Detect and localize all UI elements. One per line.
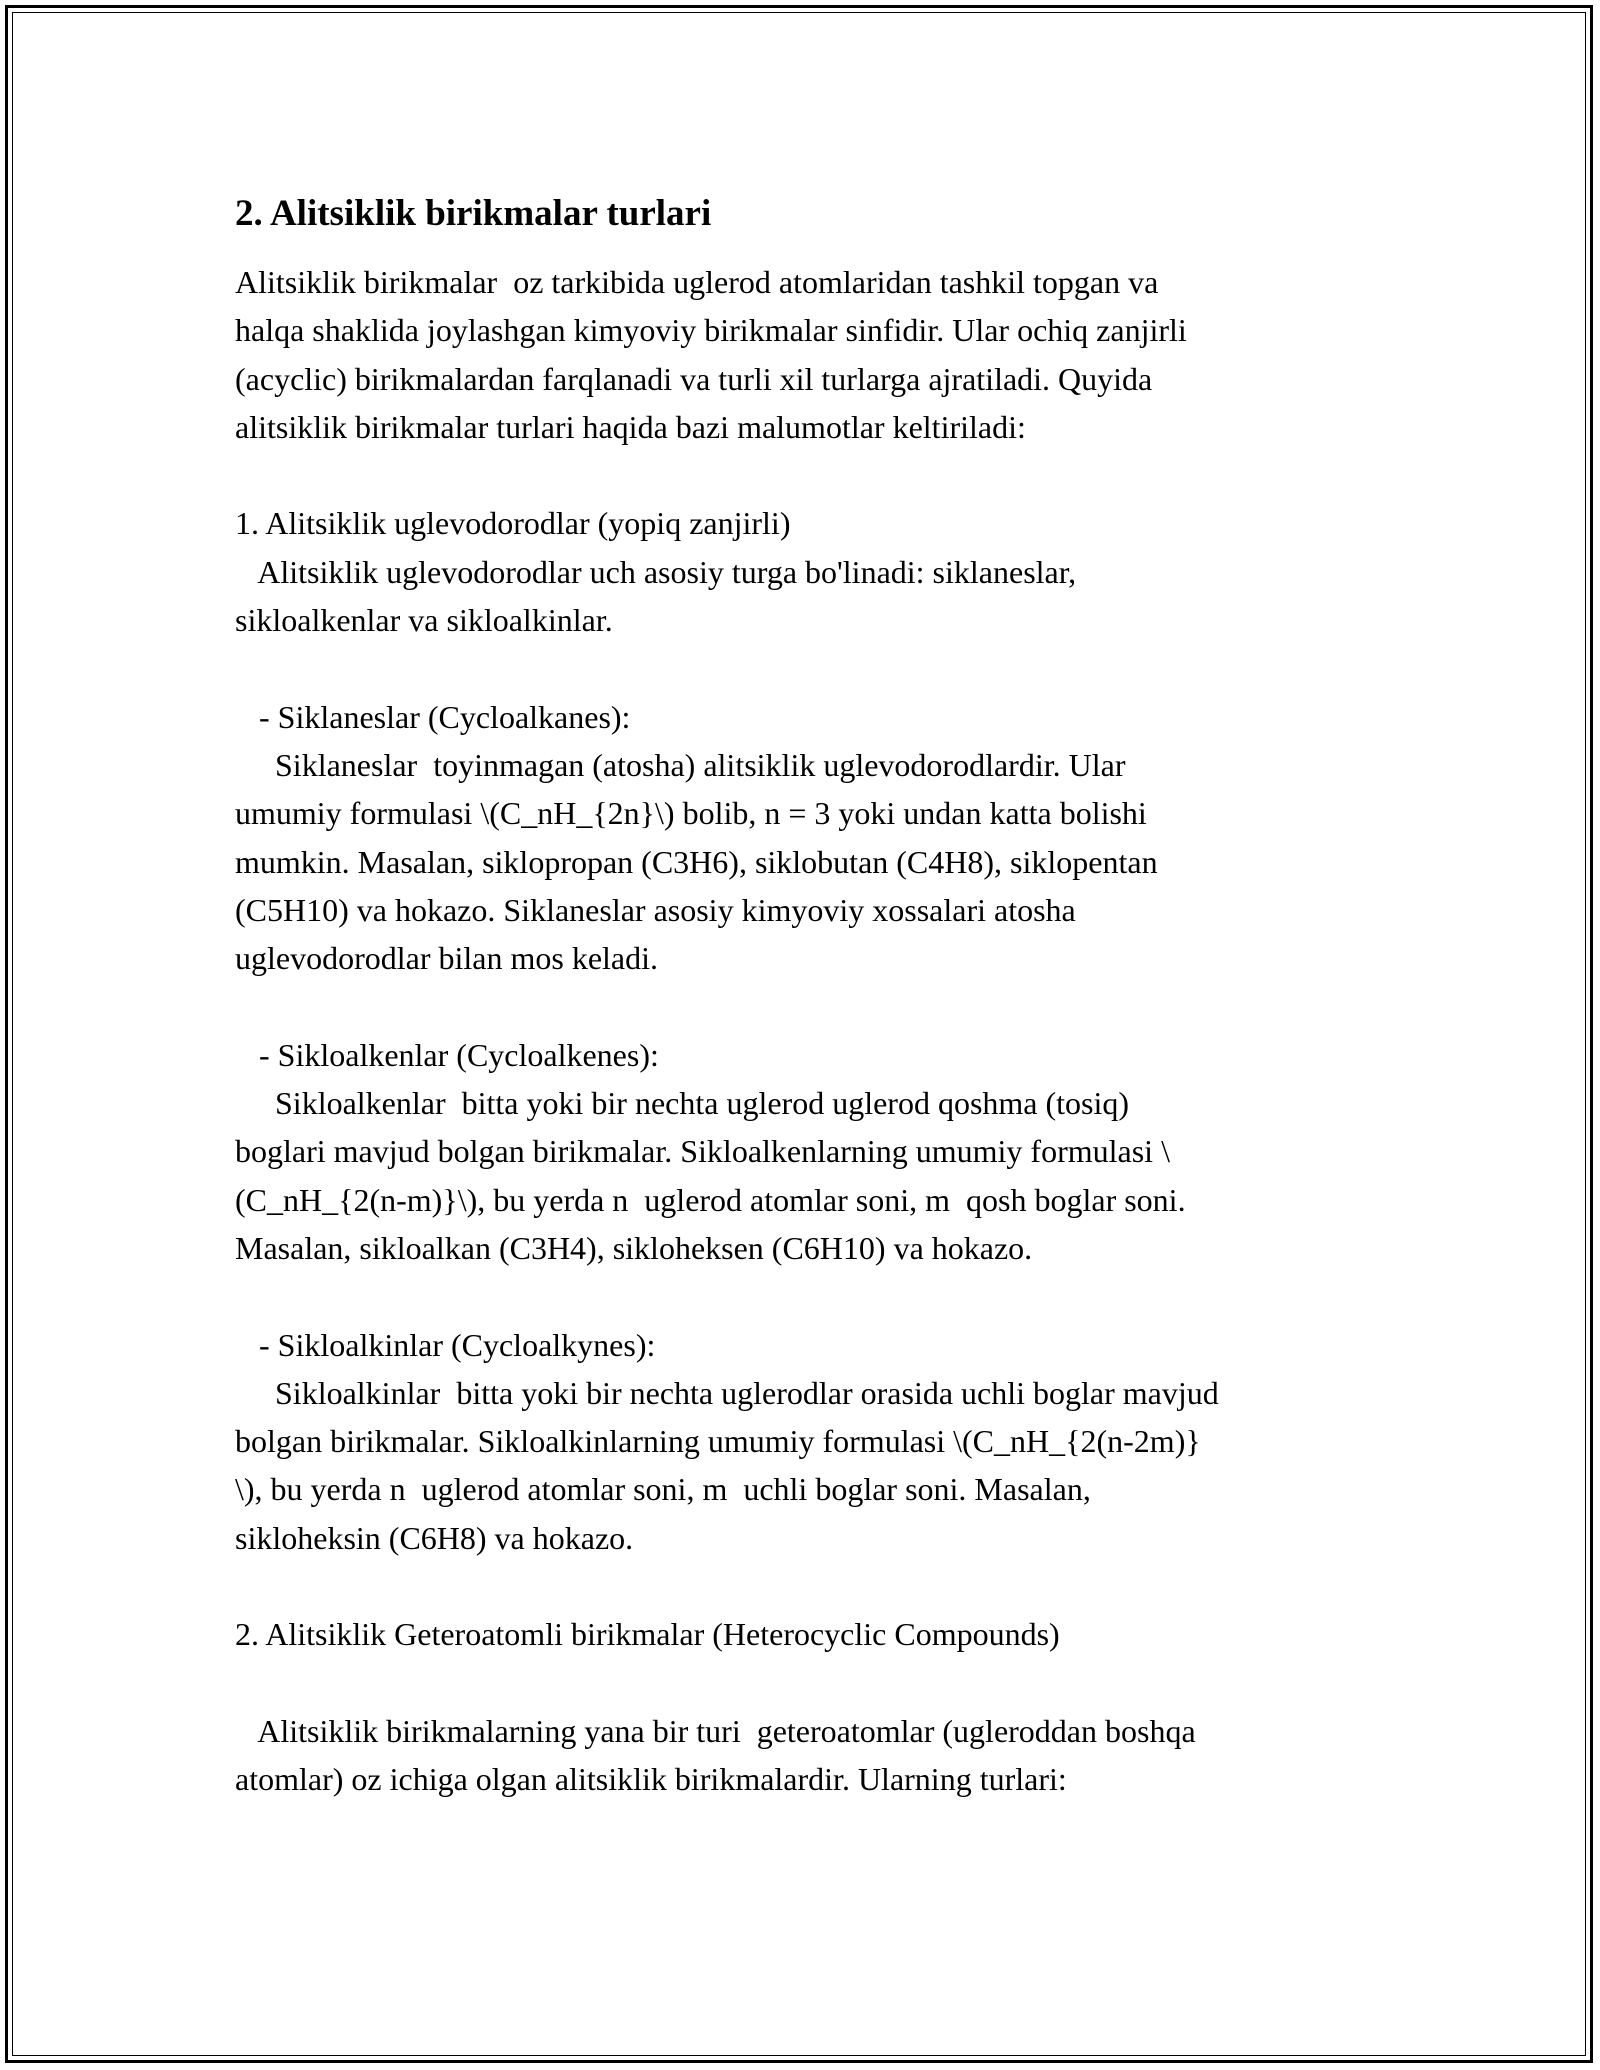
text-line: mumkin. Masalan, siklopropan (C3H6), siklobutan (C4H8), siklopentan bbox=[235, 843, 1158, 880]
text-line: uglevodorodlar bilan mos keladi. bbox=[235, 940, 659, 977]
text-line: - Siklaneslar (Cycloalkanes): bbox=[235, 698, 631, 735]
text-line: (C5H10) va hokazo. Siklaneslar asosiy kimyoviy xossalari atosha bbox=[235, 891, 1076, 928]
text-line: alitsiklik birikmalar turlari haqida bazi malumotlar keltiriladi: bbox=[235, 408, 1026, 445]
text-line: Alitsiklik birikmalar oz tarkibida uglerod atomlaridan tashkil topgan va bbox=[235, 264, 1159, 300]
text-line bbox=[235, 1562, 1375, 1610]
text-line: umumiy formulasi \(C_nH_{2n}\) bolib, n = 3 yoki undan katta bolishi bbox=[235, 795, 1147, 832]
text-line: Alitsiklik birikmalarning yana bir turi geteroatomlar (ugleroddan boshqa bbox=[235, 1712, 1196, 1749]
text-line: \), bu yerda n uglerod atomlar soni, m uchli boglar soni. Masalan, bbox=[235, 1471, 1091, 1508]
text-line: 1. Alitsiklik uglevodorodlar (yopiq zanjirli) bbox=[235, 505, 791, 542]
text-line: Sikloalkenlar bitta yoki bir nechta uglerod uglerod qoshma (tosiq) bbox=[235, 1085, 1130, 1122]
text-line: (C_nH_{2(n-m)}\), bu yerda n uglerod atomlar soni, m qosh boglar soni. bbox=[235, 1181, 1186, 1218]
text-line: halqa shaklida joylashgan kimyoviy birikmalar sinfidir. Ular ochiq zanjirli bbox=[235, 312, 1187, 349]
text-line: sikloheksin (C6H8) va hokazo. bbox=[235, 1519, 634, 1556]
text-line: sikloalkenlar va sikloalkinlar. bbox=[235, 602, 613, 639]
text-line: boglari mavjud bolgan birikmalar. Sikloalkenlarning umumiy formulasi \ bbox=[235, 1133, 1170, 1170]
text-line bbox=[235, 1659, 1375, 1707]
text-line bbox=[235, 1272, 1375, 1320]
text-line: Sikloalkinlar bitta yoki bir nechta uglerodlar orasida uchli boglar mavjud bbox=[235, 1374, 1219, 1411]
text-line: - Sikloalkinlar (Cycloalkynes): bbox=[235, 1326, 656, 1363]
document-body bbox=[235, 186, 1375, 1804]
text-line bbox=[235, 982, 1375, 1030]
text-line: bolgan birikmalar. Sikloalkinlarning umumiy formulasi \(C_nH_{2(n-2m)} bbox=[235, 1423, 1201, 1460]
text-line: Alitsiklik uglevodorodlar uch asosiy turga bo'linadi: siklaneslar, bbox=[235, 553, 1077, 590]
section-heading: 2. Alitsiklik birikmalar turlari bbox=[235, 193, 712, 234]
text-line bbox=[235, 451, 1375, 499]
text-line: - Sikloalkenlar (Cycloalkenes): bbox=[235, 1036, 659, 1073]
text-line: (acyclic) birikmalardan farqlanadi va turli xil turlarga ajratiladi. Quyida bbox=[235, 360, 1153, 397]
text-line: 2. Alitsiklik Geteroatomli birikmalar (Heterocyclic Compounds) bbox=[235, 1616, 1060, 1653]
text-line: Siklaneslar toyinmagan (atosha) alitsiklik uglevodorodlardir. Ular bbox=[235, 746, 1126, 783]
text-line bbox=[235, 644, 1375, 692]
text-line: Masalan, sikloalkan (C3H4), sikloheksen (C6H10) va hokazo. bbox=[235, 1229, 1033, 1266]
paragraph-lines bbox=[235, 258, 1375, 1804]
text-line: atomlar) oz ichiga olgan alitsiklik birikmalardir. Ularning turlari: bbox=[235, 1761, 1067, 1798]
